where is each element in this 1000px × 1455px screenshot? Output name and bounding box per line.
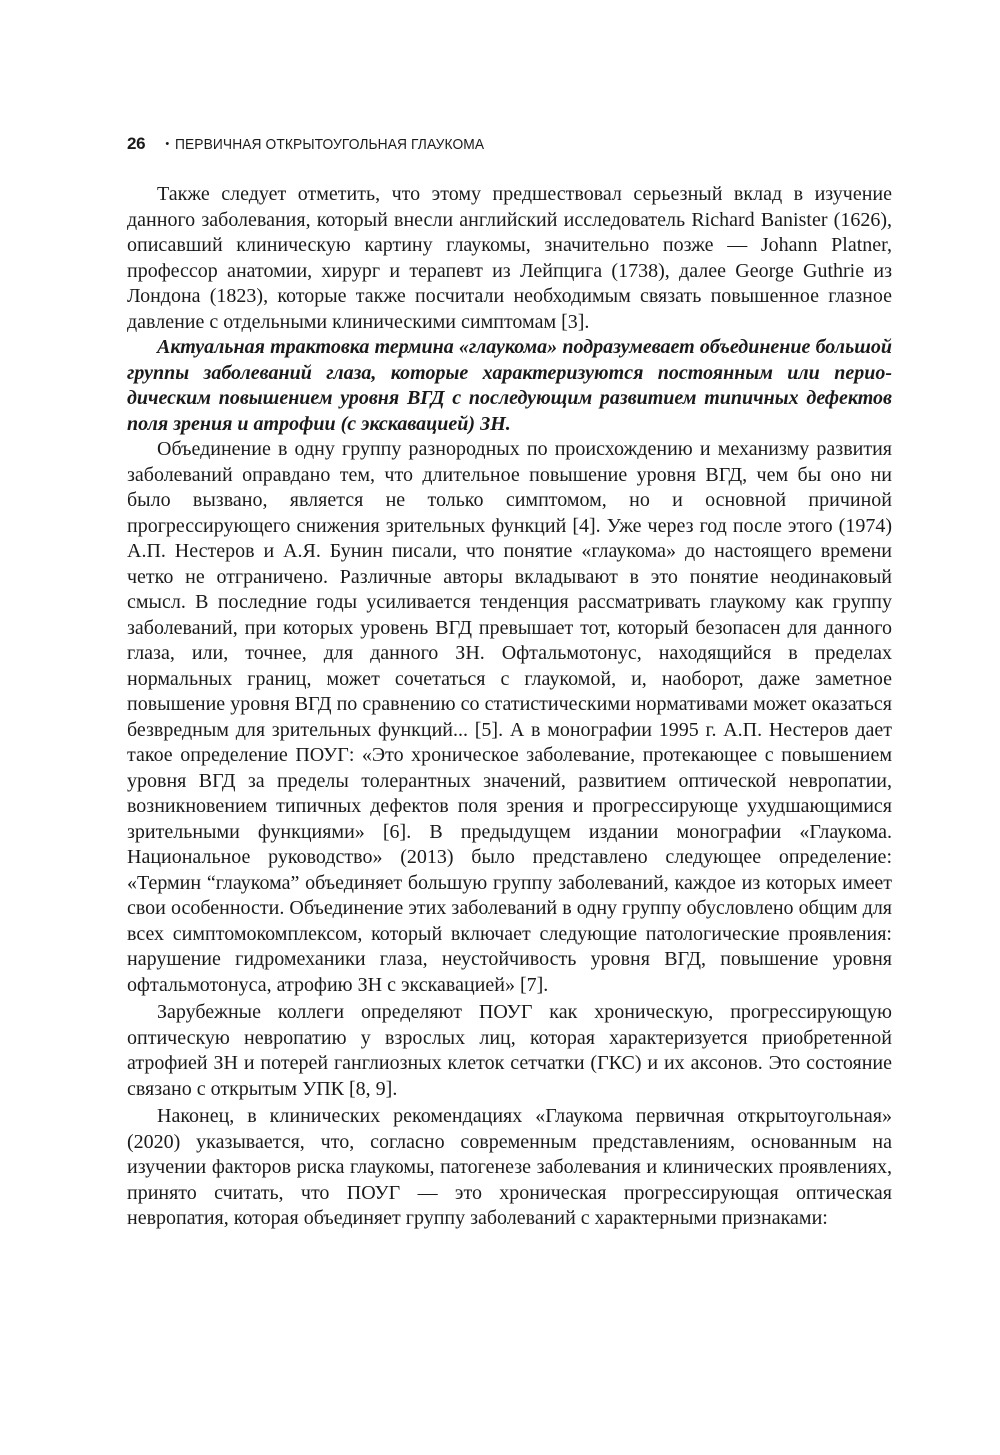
paragraph-history: Также следует отметить, что этому предшествовал серьезный вклад в изучение данного заболевания, который внесли английский исследователь Richard Banister (1626), описавший клиническую картину глаукомы, значительно позже — Johann Platner, профессор анатомии, хирург и терапевт из Лейпцига (1738), далее George Guthrie из Лондона (1823), которые также посчитали необходимым связать повышенное глазное давление с отдельными клиническими симптомам [3]. [127,183,892,333]
paragraph-definition-highlight: Актуальная трактовка термина «глаукома» подразумевает объединение большой группы заболеваний глаза, которые характеризуются постоянным или периодическим повышением уровня ВГД с последующим развитием типичных дефектов поля зрения и атрофии (с экскавацией) ЗН. [127,336,892,435]
paragraph-grouping-rationale: Объединение в одну группу разнородных по происхождению и механизму развития заболеваний оправдано тем, что длительное повышение уровня ВГД, чем бы оно ни было вызвано, является не только симптомом, но и основной причиной прогрессирующего снижения зрительных функций [4]. Уже через год после этого (1974) А.П. Нестеров и А.Я. Бунин писали, что понятие «глаукома» до настоящего времени четко не отграничено. Различные авторы вкладывают в это понятие неодинаковый смысл. В последние годы усиливается тенденция рассматривать глаукому как группу заболеваний, при которых уровень ВГД превышает тот, который безопасен для данного глаза, или, точнее, для данного ЗН. Офтальмотонус, находящийся в пределах нормальных границ, может сочетаться с глаукомой, и, наоборот, даже заметное повышение уровня ВГД по сравнению со статистическими нормативами может оказаться безвредным для зрительных функций... [5]. А в монографии 1995 г. А.П. Нестеров дает такое определение ПОУГ: «Это хроническое заболевание, протекающее с повышением уровня ВГД за пределы толерантных значений, развитием оптической невропатии, возникновением типичных дефектов поля зрения и прогрессирующе ухудшающимися зрительными функциями» [6]. В предыдущем издании монографии «Глаукома. Национальное руководство» (2013) было представлено следующее определение: «Термин “глаукома” объединяет большую группу заболеваний, каждое из которых имеет свои особенности. Объединение этих заболеваний в одну группу обусловлено общим для всех симптомокомплексом, который включает следующие патологические проявления: нарушение гидромеханики глаза, неустойчивость уровня ВГД, повышение уровня офтальмотонуса, атрофию ЗН с экскавацией» [7]. [127,438,892,996]
paragraph-foreign-definition: Зарубежные коллеги определяют ПОУГ как хроническую, прогрессирующую оптическую невропатию у взрослых лиц, которая характеризуется приобретенной атрофией ЗН и потерей ганглиозных клеток сетчатки (ГКС) и их аксонов. Это состояние связано с открытым УПК [8, 9]. [127,1001,892,1100]
book-page [127,134,892,1232]
paragraph-clinical-recommendations: Наконец, в клинических рекомендациях «Глаукома первичная открытоугольная» (2020) указывается, что, согласно современным представлениям, основанным на изучении факторов риска глаукомы, патогенезе заболевания и клинических проявлениях, принято считать, что ПОУГ — это хроническая прогрессирующая оптическая невропатия, которая объединяет группу заболеваний с характерными признаками: [127,1105,892,1229]
section-title: ПЕРВИЧНАЯ ОТКРЫТОУГОЛЬНАЯ ГЛАУКОМА [175,136,485,153]
bullet-separator: • [165,138,170,150]
page-number: 26 [127,134,146,153]
body-text [127,182,892,1232]
running-head [127,134,892,160]
